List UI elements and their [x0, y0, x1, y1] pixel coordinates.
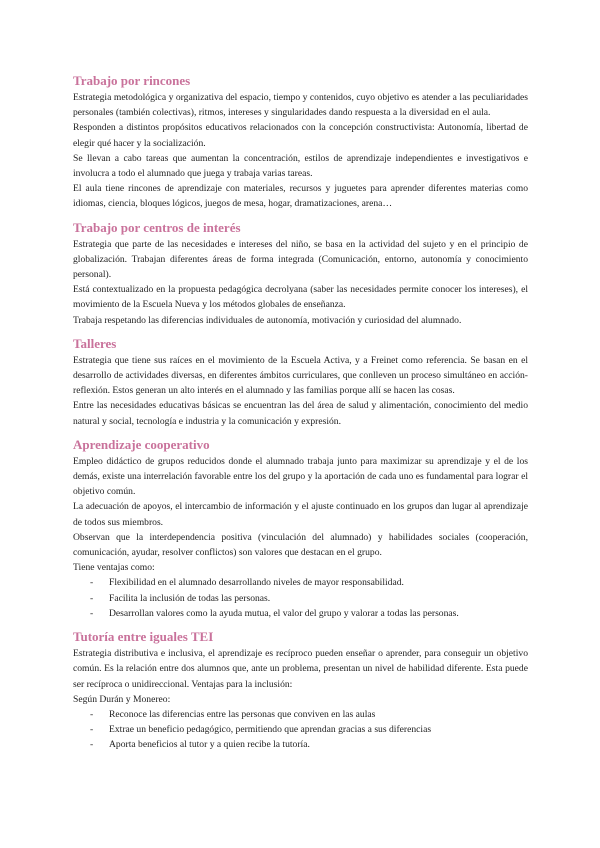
- paragraph: Observan que la interdependencia positiva (vinculación del alumnado) y habilidades sociales (cooperación, comunicación, ayudar, resolver conflictos) son valores que destacan en el grupo.: [73, 531, 528, 559]
- section-tutoria-entre-iguales: [73, 628, 528, 752]
- paragraph: La adecuación de apoyos, el intercambio de información y el ajuste continuado en los grupos dan lugar al aprendizaje de todos sus miembros.: [73, 501, 528, 528]
- section-trabajo-por-rincones: [73, 72, 528, 212]
- paragraph: Trabaja respetando las diferencias individuales de autonomía, motivación y curiosidad del alumnado.: [73, 314, 462, 326]
- section-title: Aprendizaje cooperativo: [73, 436, 210, 452]
- paragraph: Estrategia metodológica y organizativa del espacio, tiempo y contenidos, cuyo objetivo es atender a las peculiaridades personales (también colectivas), ritmos, intereses y singularidades dando respuesta a la diversidad en el aula.: [73, 92, 528, 119]
- bullet-list: [73, 575, 528, 621]
- paragraph: Estrategia que tiene sus raíces en el movimiento de la Escuela Activa, y a Freinet como referencia. Se basan en el desarrollo de actividades diversas, en diferentes ámbitos curriculares, que conlleven un proceso simultáneo en acción-reflexión. Estos generan un alto interés en el alumnado y las familias porque allí se hacen las cosas.: [73, 354, 528, 397]
- list-item: - Extrae un beneficio pedagógico, permitiendo que aprendan gracias a sus diferencias: [73, 722, 528, 737]
- paragraph: Se llevan a cabo tareas que aumentan la concentración, estilos de aprendizaje independientes e investigativos e involucra a todo el alumnado que juega y trabaja varias tareas.: [73, 152, 528, 180]
- bullet-list: [73, 707, 528, 753]
- list-item: - Facilita la inclusión de todas las personas.: [73, 591, 528, 606]
- list-item: - Aporta beneficios al tutor y a quien recibe la tutoría.: [73, 737, 528, 752]
- section-title: Tutoría entre iguales TEI: [73, 629, 214, 645]
- paragraph: Tiene ventajas como:: [73, 562, 155, 574]
- section-title: Trabajo por centros de interés: [73, 219, 241, 235]
- section-talleres: [73, 335, 528, 429]
- section-aprendizaje-cooperativo: [73, 436, 528, 621]
- list-item: - Desarrollan valores como la ayuda mutua, el valor del grupo y valorar a todas las personas.: [73, 606, 528, 621]
- paragraph: Entre las necesidades educativas básicas se encuentran las del área de salud y alimentación, conocimiento del medio natural y social, tecnología e industria y la comunicación y expresión.: [73, 400, 528, 427]
- list-item: - Reconoce las diferencias entre las personas que conviven en las aulas: [73, 707, 528, 722]
- section-centros-de-interes: [73, 219, 528, 328]
- paragraph: Según Durán y Monereo:: [73, 693, 171, 705]
- paragraph: Responden a distintos propósitos educativos relacionados con la concepción constructivista: Autonomía, libertad de elegir qué hacer y la socialización.: [73, 122, 528, 149]
- paragraph: Estrategia distributiva e inclusiva, el aprendizaje es recíproco pueden enseñar o aprender, para conseguir un objetivo común. Es la relación entre dos alumnos que, ante un problema, presentan un nivel de habilidad diferente. Esta puede ser recíproca o unidireccional. Ventajas para la inclusión:: [73, 648, 528, 690]
- list-item: - Flexibilidad en el alumnado desarrollando niveles de mayor responsabilidad.: [73, 575, 528, 590]
- paragraph: Empleo didáctico de grupos reducidos donde el alumnado trabaja junto para maximizar su aprendizaje y el de los demás, existe una interrelación favorable entre los del grupo y la aportación de cada uno es fundamental para lograr el objetivo común.: [73, 455, 528, 498]
- section-title: Talleres: [73, 335, 117, 351]
- paragraph: Estrategia que parte de las necesidades e intereses del niño, se basa en la actividad del sujeto y en el principio de globalización. Trabajan diferentes áreas de forma integrada (Comunicación, entorno, autonomía y conocimiento personal).: [73, 238, 528, 281]
- paragraph: El aula tiene rincones de aprendizaje con materiales, recursos y juguetes para aprender diferentes materias como idiomas, ciencia, bloques lógicos, juegos de mesa, hogar, dramatizaciones, arena…: [73, 183, 528, 210]
- section-title: Trabajo por rincones: [73, 73, 191, 88]
- paragraph: Está contextualizado en la propuesta pedagógica decrolyana (saber las necesidades permite conocer los intereses), el movimiento de la Escuela Nueva y los métodos globales de enseñanza.: [73, 284, 528, 311]
